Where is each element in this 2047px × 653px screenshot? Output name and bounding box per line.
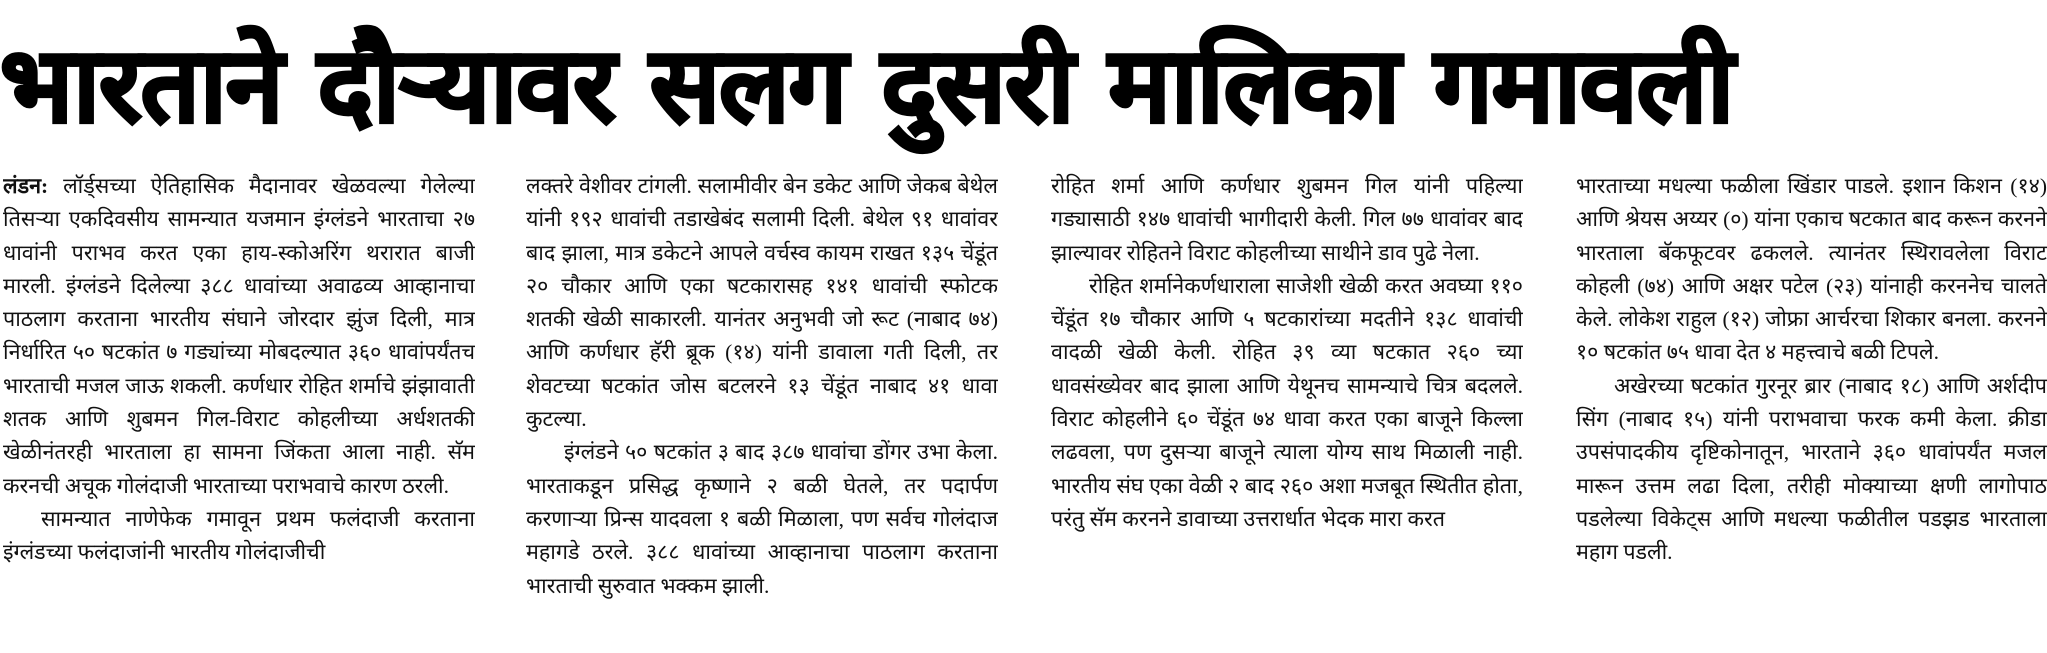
paragraph: इंग्लंडने ५० षटकांत ३ बाद ३८७ धावांचा डोंगर उभा केला. भारताकडून प्रसिद्ध कृष्णाने २ बळी घेतले, तर पदार्पण करणाऱ्या प्रिन्स यादवला १ बळी मिळाला, पण सर्वच गोलंदाज महागडे ठरले. ३८८ धावांच्या आव्हानाचा पाठलाग करताना भारताची सुरुवात भक्कम झाली. bbox=[526, 440, 998, 598]
paragraph bbox=[3, 170, 475, 503]
article-body bbox=[0, 170, 2047, 650]
paragraph: सामन्यात नाणेफेक गमावून प्रथम फलंदाजी करताना इंग्लंडच्या फलंदाजांनी भारतीय गोलंदाजीची bbox=[3, 506, 475, 565]
paragraph: भारताच्या मधल्या फळीला खिंडार पाडले. इशान किशन (१४) आणि श्रेयस अय्यर (०) यांना एकाच षटकात बाद करून करनने भारताला बॅकफूटवर ढकलले. त्यानंतर स्थिरावलेला विराट कोहली (७४) आणि अक्षर पटेल (२३) यांनाही करननेच चालते केले. लोकेश राहुल (१२) जोफ्रा आर्चरचा शिकार बनला. करनने १० षटकांत ७५ धावा देत ४ महत्त्वाचे बळी टिपले. bbox=[1576, 174, 2047, 365]
paragraph: रोहित शर्मानेकर्णधाराला साजेशी खेळी करत अवघ्या ११० चेंडूंत १७ चौकार आणि ५ षटकारांच्या मदतीने १३८ धावांची वादळी खेळी केली. रोहित ३९ व्या षटकात २६० च्या धावसंख्येवर बाद झाला आणि येथूनच सामन्याचे चित्र बदलले. विराट कोहलीने ६० चेंडूंत ७४ धावा करत एका बाजूने किल्ला लढवला, पण दुसऱ्या बाजूने त्याला योग्य साथ मिळाली नाही. भारतीय संघ एका वेळी २ बाद २६० अशा मजबूत स्थितीत होता, परंतु सॅम करनने डावाच्या उत्तरार्धात भेदक मारा करत bbox=[1051, 273, 1523, 531]
paragraph: अखेरच्या षटकांत गुरनूर ब्रार (नाबाद १८) आणि अर्शदीप सिंग (नाबाद १५) यांनी पराभवाचा फरक कमी केला. क्रीडा उपसंपादकीय दृष्टिकोनातून, भारताने ३६० धावांपर्यंत मजल मारून उत्तम लढा दिला, तरीही मोक्याच्या क्षणी लागोपाठ पडलेल्या विकेट्स आणि मधल्या फळीतील पडझड भारताला महाग पडली. bbox=[1576, 373, 2047, 565]
dateline: लंडन: bbox=[3, 174, 49, 198]
paragraph: लक्तरे वेशीवर टांगली. सलामीवीर बेन डकेट आणि जेकब बेथेल यांनी १९२ धावांची तडाखेबंद सलामी दिली. बेथेल ९१ धावांवर बाद झाला, मात्र डकेटने आपले वर्चस्व कायम राखत १३५ चेंडूंत २० चौकार आणि एका षटकारासह १४१ धावांची स्फोटक शतकी खेळी साकारली. यानंतर अनुभवी जो रूट (नाबाद ७४) आणि कर्णधार हॅरी ब्रूक (१४) यांनी डावाला गती दिली, तर शेवटच्या षटकांत जोस बटलरने १३ चेंडूंत नाबाद ४१ धावा कुटल्या. bbox=[526, 174, 998, 432]
paragraph: रोहित शर्मा आणि कर्णधार शुबमन गिल यांनी पहिल्या गड्यासाठी १४७ धावांची भागीदारी केली. गिल ७७ धावांवर बाद झाल्यावर रोहितने विराट कोहलीच्या साथीने डाव पुढे नेला. bbox=[1051, 174, 1523, 265]
article-column-1 bbox=[3, 170, 475, 650]
article-column-3 bbox=[1051, 170, 1523, 650]
article-column-2 bbox=[526, 170, 998, 650]
paragraph-text: लॉर्ड्सच्या ऐतिहासिक मैदानावर खेळवल्या गेलेल्या तिसऱ्या एकदिवसीय सामन्यात यजमान इंग्लंडने भारताचा २७ धावांनी पराभव करत एका हाय-स्कोअरिंग थरारात बाजी मारली. इंग्लंडने दिलेल्या ३८८ धावांच्या अवाढव्य आव्हानाचा पाठलाग करताना भारतीय संघाने जोरदार झुंज दिली, मात्र निर्धारित ५० षटकांत ७ गड्यांच्या मोबदल्यात ३६० धावांपर्यंतच भारताची मजल जाऊ शकली. कर्णधार रोहित शर्माचे झंझावाती शतक आणि शुबमन गिल-विराट कोहलीच्या अर्धशतकी खेळीनंतरही भारताला हा सामना जिंकता आला नाही. सॅम करनची अचूक गोलंदाजी भारताच्या पराभवाचे कारण ठरली. bbox=[3, 174, 475, 498]
article-column-4 bbox=[1576, 170, 2047, 650]
headline: भारताने दौऱ्यावर सलग दुसरी मालिका गमावली bbox=[0, 24, 1734, 146]
